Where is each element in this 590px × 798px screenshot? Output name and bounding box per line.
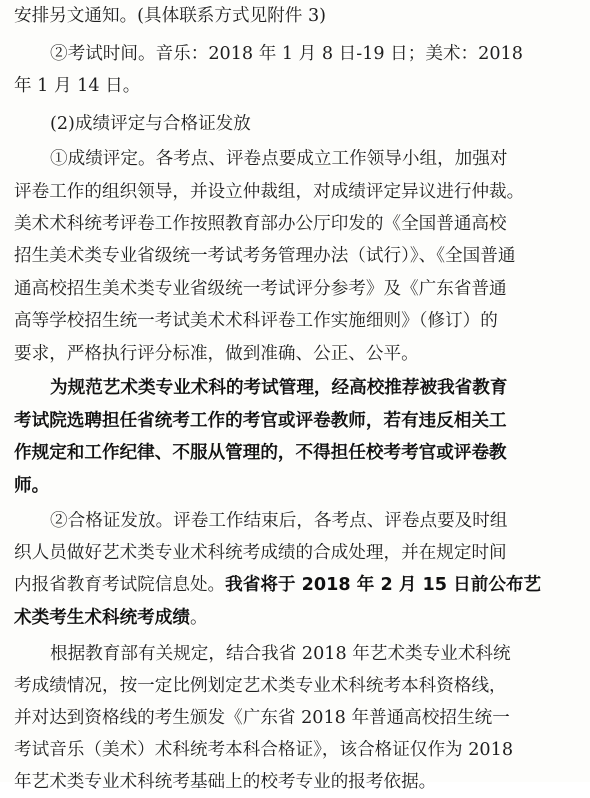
bold-text-run: 术类考生术科统考成绩 (14, 608, 190, 628)
document-line (0, 602, 590, 634)
text-run: 考成绩情况，按一定比例划定艺术类专业术科统考本科资格线， (14, 676, 507, 696)
document-line (0, 240, 590, 272)
document-line (0, 70, 590, 102)
text-run: 考试音乐（美术）术科统考本科合格证》，该合格证仅作为 2018 (14, 740, 514, 760)
document-line (0, 437, 590, 469)
document-line (0, 505, 590, 537)
document-line (0, 208, 590, 240)
document-line (0, 372, 590, 404)
text-run: 招生美术类专业省级统一考试考务管理办法（试行）》、《全国普通 (14, 246, 516, 266)
document-line (0, 38, 590, 70)
document-line (0, 470, 590, 502)
text-run: 安排另文通知。(具体联系方式见附件 3) (14, 6, 327, 26)
document-line (0, 702, 590, 734)
text-run: 年艺术类专业术科统考基础上的校考专业的报考依据。 (14, 772, 437, 792)
text-run: 内报省教育考试院信息处。 (14, 575, 226, 595)
text-run: 。 (189, 608, 208, 628)
text-run: 评卷工作的组织领导，并设立仲裁组，对成绩评定异议进行仲裁。 (14, 182, 525, 202)
document-line (0, 537, 590, 569)
text-run: ①成绩评定。各考点、评卷点要成立工作领导小组，加强对 (50, 149, 508, 169)
document-line (0, 569, 590, 601)
document-line (0, 338, 590, 370)
document-line (0, 273, 590, 305)
document-line (0, 0, 590, 32)
document-line (0, 108, 590, 140)
bold-text-run: 为规范艺术类专业术科的考试管理，经高校推荐被我省教育 (50, 378, 508, 398)
document-line (0, 734, 590, 766)
text-run: ②合格证发放。评卷工作结束后，各考点、评卷点要及时组 (50, 511, 508, 531)
text-run: 根据教育部有关规定，结合我省 2018 年艺术类专业术科统 (50, 644, 511, 664)
document-line (0, 176, 590, 208)
document-line (0, 638, 590, 670)
document-line (0, 143, 590, 175)
text-run: (2)成绩评定与合格证发放 (50, 114, 251, 134)
bold-text-run: 师。 (14, 476, 50, 496)
document-line (0, 405, 590, 437)
text-run: 要求，严格执行评分标准，做到准确、公正、公平。 (14, 344, 419, 364)
bold-text-run: 我省将于 2018 年 2 月 15 日前公布艺 (225, 575, 542, 595)
bold-text-run: 考试院选聘担任省统考工作的考官或评卷教师，若有违反相关工 (14, 411, 507, 431)
text-run: 美术术科统考评卷工作按照教育部办公厅印发的《全国普通高校 (14, 214, 507, 234)
document-line (0, 305, 590, 337)
text-run: 高等学校招生统一考试美术术科评卷工作实施细则》（修订）的 (14, 311, 498, 331)
text-run: 通高校招生美术类专业省级统一考试评分参考》及《广东省普通 (14, 279, 507, 299)
text-run: 并对达到资格线的考生颁发《广东省 2018 年普通高校招生统一 (14, 708, 510, 728)
text-run: 年 1 月 14 日。 (14, 76, 141, 96)
document-line (0, 670, 590, 702)
text-run: ②考试时间。音乐：2018 年 1 月 8 日-19 日；美术：2018 (50, 44, 523, 64)
bold-text-run: 作规定和工作纪律、不服从管理的，不得担任校考考官或评卷教 (14, 443, 507, 463)
text-run: 织人员做好艺术类专业术科统考成绩的合成处理，并在规定时间 (14, 543, 507, 563)
document-line (0, 766, 590, 798)
